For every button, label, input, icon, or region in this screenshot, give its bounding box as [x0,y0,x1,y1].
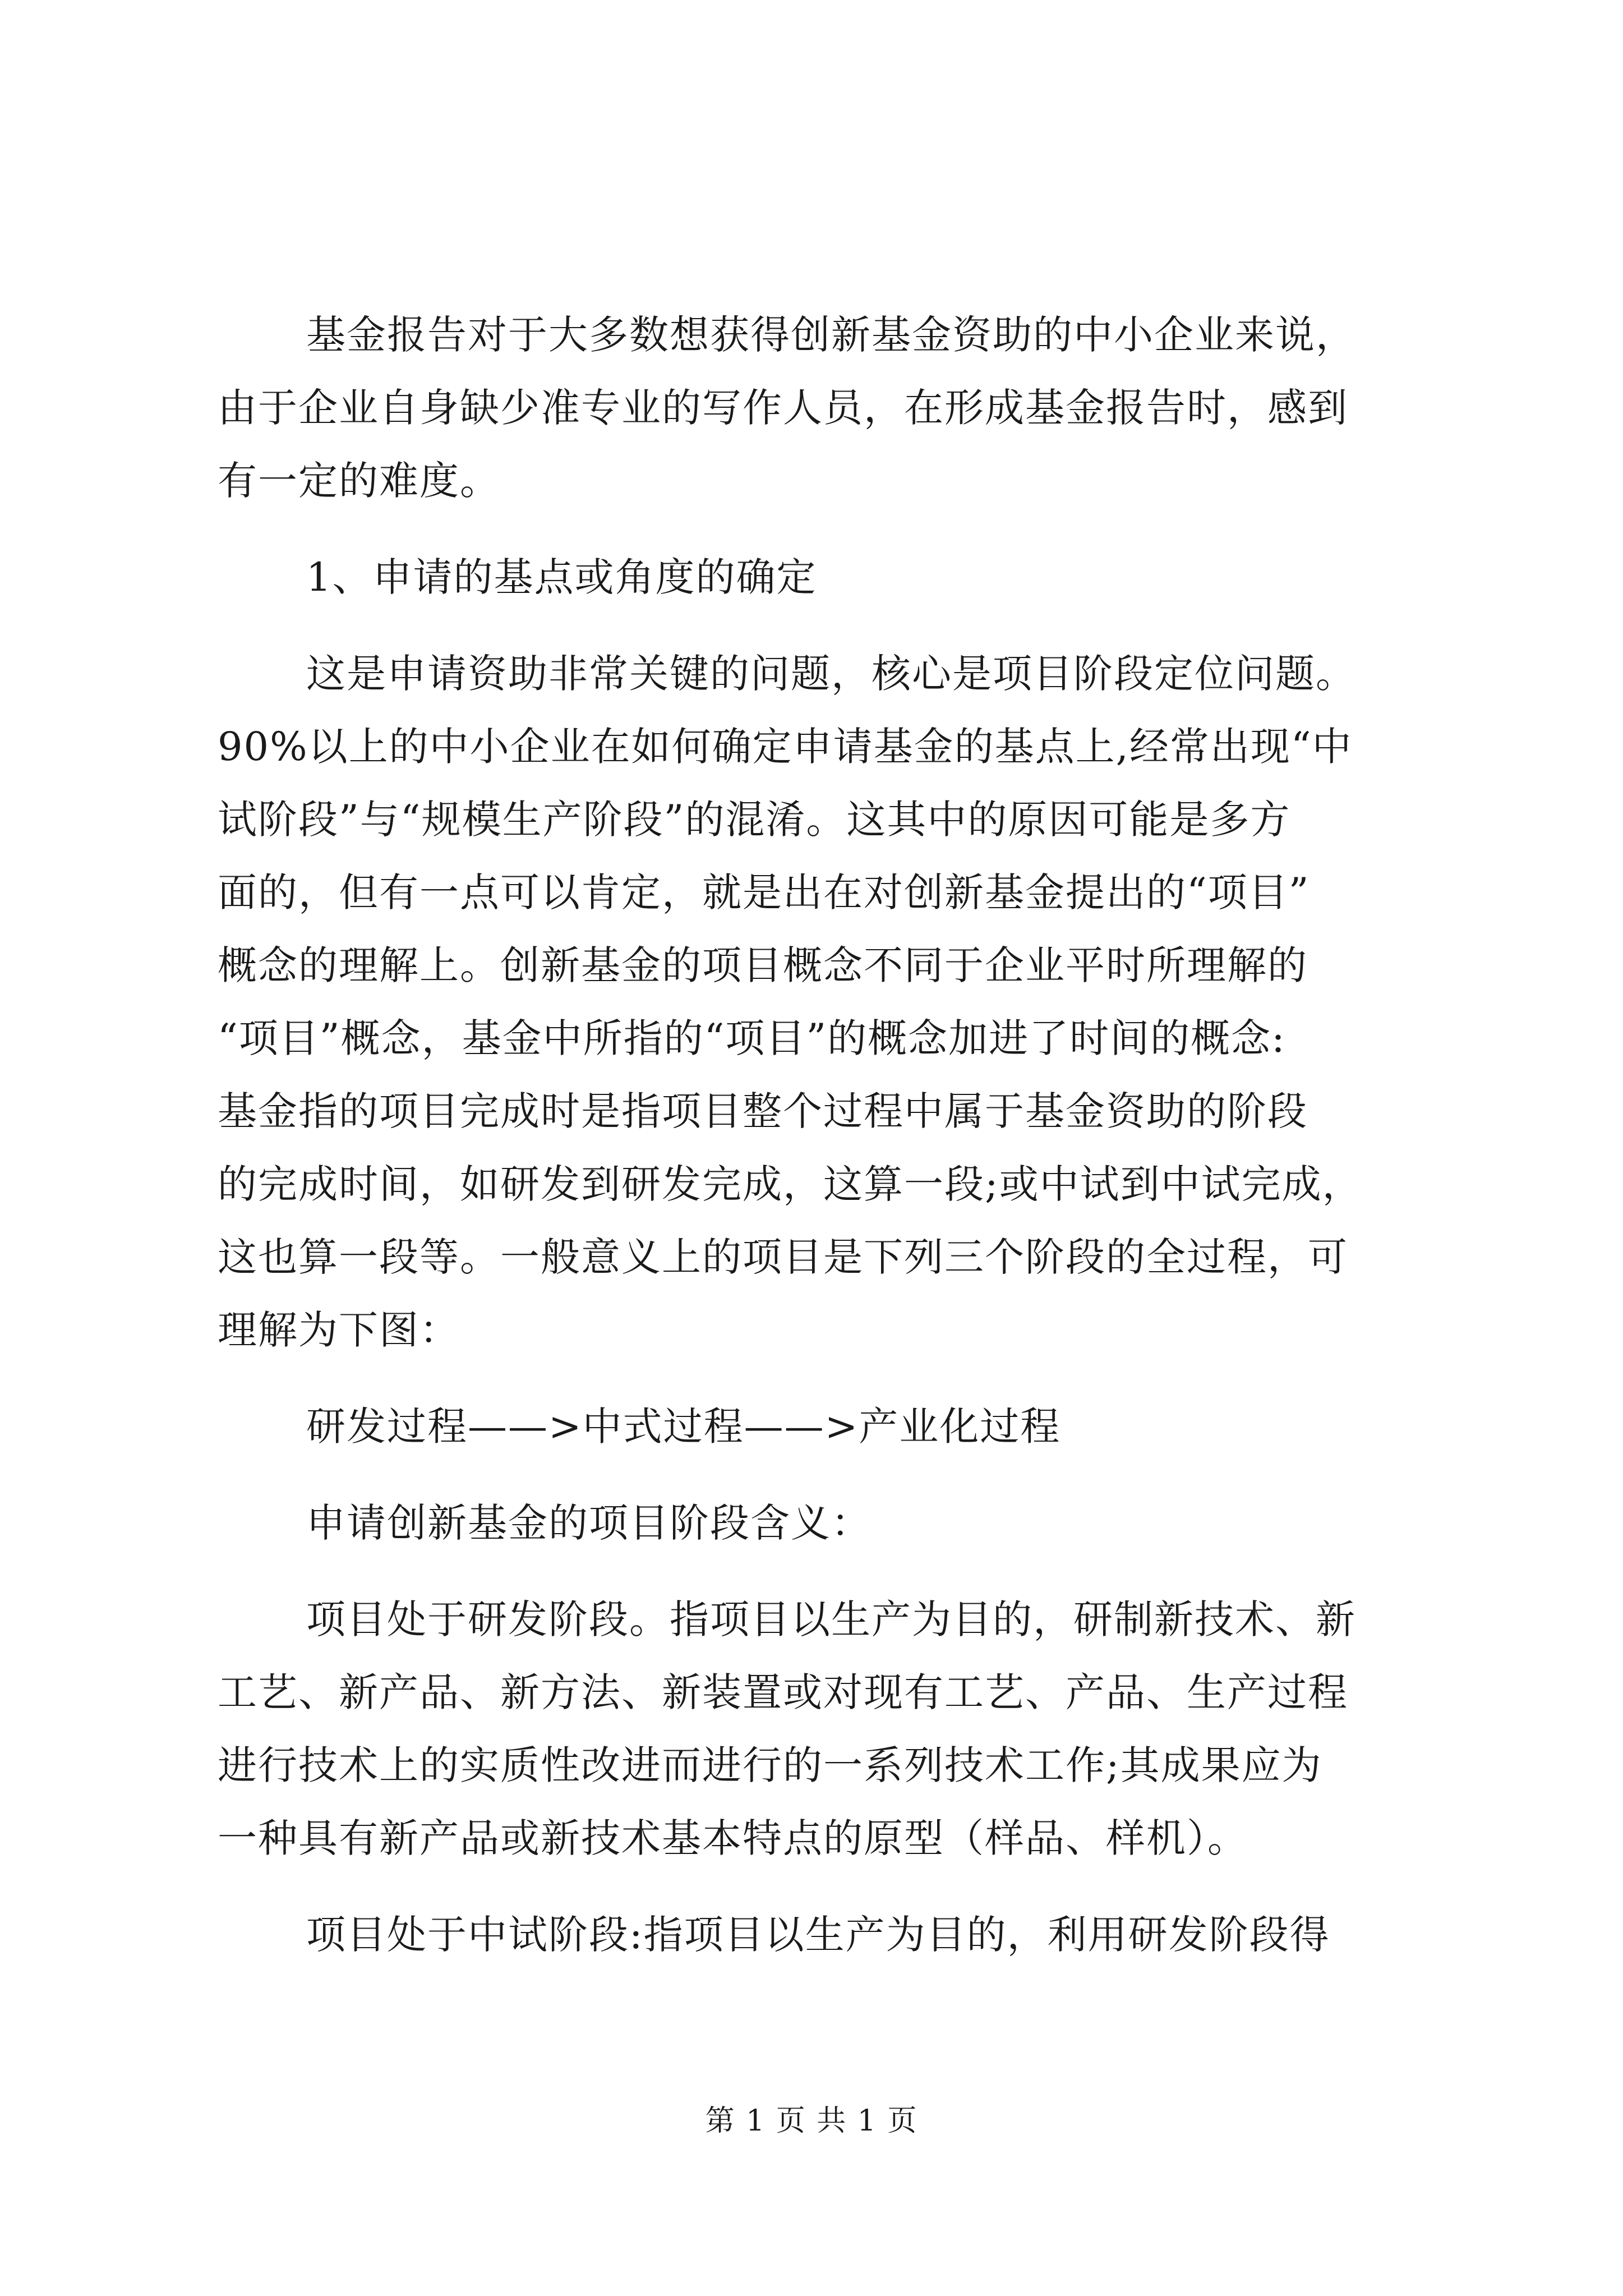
document-body [218,298,1407,1971]
text-line: 由于企业自身缺少准专业的写作人员，在形成基金报告时，感到 [218,385,1348,431]
text-line: 试阶段”与“规模生产阶段”的混淆。这其中的原因可能是多方 [218,797,1291,843]
text-line: 基金报告对于大多数想获得创新基金资助的中小企业来说， [306,312,1356,358]
text-line: 面的，但有一点可以肯定，就是出在对创新基金提出的“项目” [218,869,1310,915]
text-line: 进行技术上的实质性改进而进行的一系列技术工作;其成果应为 [218,1742,1322,1788]
text-line: 1、申请的基点或角度的确定 [306,554,817,600]
text-line: 工艺、新产品、新方法、新装置或对现有工艺、产品、生产过程 [218,1669,1348,1715]
text-line: 项目处于中试阶段:指项目以生产为目的，利用研发阶段得 [306,1912,1330,1958]
paragraph [218,298,1407,517]
paragraph [218,637,1407,1366]
text-line: 项目处于研发阶段。指项目以生产为目的，研制新技术、新 [306,1596,1356,1642]
text-line: 90%以上的中小企业在如何确定申请基金的基点上,经常出现“中 [218,724,1353,770]
text-line: 基金指的项目完成时是指项目整个过程中属于基金资助的阶段 [218,1088,1308,1134]
text-line: 这是申请资助非常关键的问题，核心是项目阶段定位问题。 [306,651,1356,697]
paragraph [218,1583,1407,1875]
page-footer: 第 1 页 共 1 页 [705,2104,918,2138]
text-line: “项目”概念，基金中所指的“项目”的概念加进了时间的概念: [218,1015,1286,1061]
text-line: 研发过程——>中式过程——>产业化过程 [306,1404,1061,1450]
text-line: 一种具有新产品或新技术基本特点的原型（样品、样机）。 [218,1815,1248,1861]
text-line: 概念的理解上。创新基金的项目概念不同于企业平时所理解的 [218,942,1308,988]
process-flow-line [218,1390,1407,1463]
text-line: 这也算一段等。一般意义上的项目是下列三个阶段的全过程，可 [218,1234,1348,1280]
paragraph [218,1487,1407,1559]
text-line: 有一定的难度。 [218,458,500,504]
text-line: 理解为下图： [218,1307,460,1353]
text-line: 申请创新基金的项目阶段含义： [306,1500,872,1546]
paragraph [218,1898,1407,1971]
text-line: 的完成时间，如研发到研发完成，这算一段;或中试到中试完成， [218,1161,1363,1207]
section-heading [218,541,1407,614]
